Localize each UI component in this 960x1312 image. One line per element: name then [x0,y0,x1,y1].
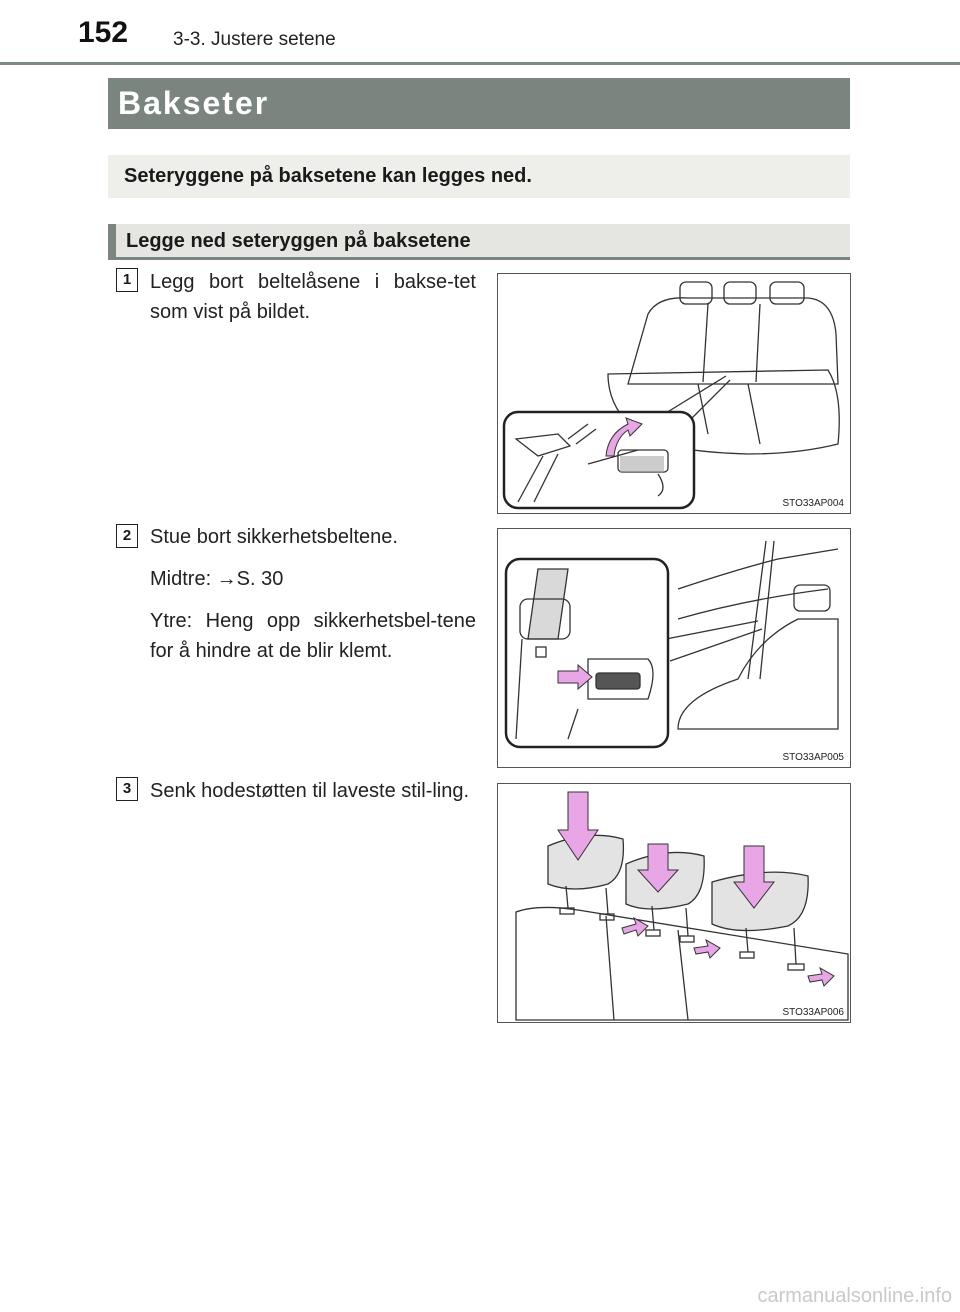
footer-watermark: carmanualsonline.info [757,1285,952,1307]
chapter-title: 3-3. Justere setene [173,29,336,50]
figure-seat-buckles [497,273,851,514]
intro-box: Seteryggene på baksetene kan legges ned. [108,155,850,198]
sub-heading: Legge ned seteryggen på baksetene [108,224,850,260]
step-number-2: 2 [116,524,138,548]
step-1-paragraph: Legg bort beltelåsene i bakse-tet som vist på bildet. [150,271,476,323]
page-number: 152 [78,16,129,49]
step-text-3 [150,776,476,818]
figure-caption: STO33AP005 [782,752,844,763]
step-2-paragraph-3: Ytre: Heng opp sikkerhetsbel-tene for å hindre at de blir klemt. [150,610,476,662]
headrest-illustration [498,784,850,1022]
seatbelt-illustration [498,529,850,767]
section-title: Bakseter [108,78,850,129]
rear-seat-illustration [498,274,850,513]
step-2-paragraph-2: Midtre: →S. 30 [150,568,284,590]
pink-arrow-icon [808,968,834,986]
pink-arrow-icon [694,940,720,958]
step-number-1: 1 [116,268,138,292]
header-rule [0,62,960,65]
figure-headrest [497,783,851,1023]
step-2-paragraph-1: Stue bort sikkerhetsbeltene. [150,526,398,548]
figure-caption: STO33AP006 [782,1007,844,1018]
step-text-2 [150,522,476,678]
figure-seatbelt-stow [497,528,851,768]
figure-caption: STO33AP004 [782,498,844,509]
step-text-1 [150,267,476,339]
step-number-3: 3 [116,777,138,801]
step-3-paragraph: Senk hodestøtten til laveste stil-ling. [150,780,470,802]
